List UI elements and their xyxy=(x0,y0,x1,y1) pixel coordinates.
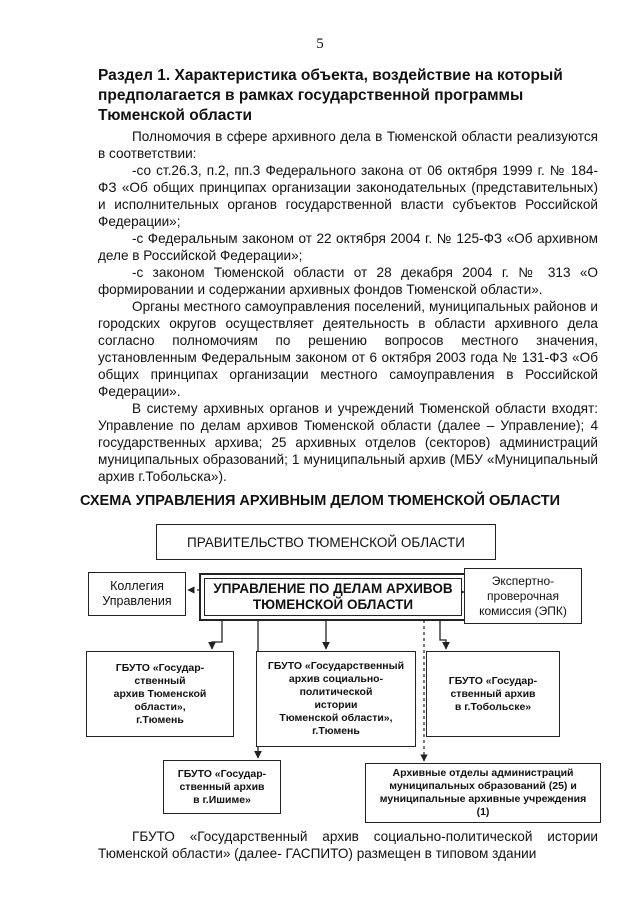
page-number: 5 xyxy=(316,36,324,52)
paragraph: -с Федеральным законом от 22 октября 2004 г. № 125-ФЗ «Об архивном деле в Российской Федерации»; xyxy=(98,231,598,263)
board-line: Управления xyxy=(102,594,172,608)
archive-ishim-box xyxy=(163,760,281,814)
archive-social-box xyxy=(256,651,416,747)
commission-line: Экспертно- xyxy=(491,573,555,588)
paragraph: -с законом Тюменской области от 28 декабря 2004 г. № 313 «О формировании и содержании архивных фондов Тюменской области». xyxy=(98,265,598,297)
paragraph: -со ст.26.3, п.2, пп.3 Федерального закона от 06 октября 1999 г. № 184-ФЗ «Об общих принципах организации законодательных (представительных) и исполнительных органов государственной власти субъектов Российской Федерации»; xyxy=(98,163,598,229)
scheme-title: СХЕМА УПРАВЛЕНИЯ АРХИВНЫМ ДЕЛОМ ТЮМЕНСКОЙ ОБЛАСТИ xyxy=(79,493,561,509)
archive-social-line: истории xyxy=(314,699,358,711)
archive-tobolsk-line: ГБУТО «Государ- xyxy=(448,674,538,687)
archive-tobolsk-box xyxy=(426,651,560,737)
paragraph: В систему архивных органов и учреждений Тюменской области входят: Управление по делам архивов Тюменской области (далее – Управление); 4 государственных архива; 25 архивных отделов (секторов) администраций муниципальных образований; 1 муниципальный архив (МБУ «Муниципальный архив г.Тобольска»). xyxy=(98,401,598,484)
archive-social-line: политической xyxy=(299,686,373,698)
archive-tyumen-box xyxy=(86,651,234,737)
archive-ishim-line: ственный архив xyxy=(179,780,265,793)
archive-tobolsk-line: ственный архив xyxy=(450,687,536,700)
archive-ishim-line: в г.Ишиме» xyxy=(193,793,251,806)
municipal-archives-box xyxy=(365,763,601,823)
paragraph: ГБУТО «Государственный архив социально-политической истории Тюменской области» (далее- ГАСПИТО) размещен в типовом здании xyxy=(98,829,598,861)
municipal-line: муниципальных образований (25) и xyxy=(389,780,577,792)
municipal-line: Архивные отделы администраций xyxy=(392,767,574,779)
archive-tyumen-line: ГБУТО «Государ- xyxy=(115,661,205,674)
municipal-line: муниципальные архивные учреждения xyxy=(379,793,587,805)
archive-tyumen-line: архив Тюменской xyxy=(113,687,207,700)
administration-box xyxy=(204,578,462,616)
section-title: Раздел 1. Характеристика объекта, воздействие на который предполагается в рамках государственной программы Тюменской области xyxy=(98,67,563,124)
archive-social-line: ГБУТО «Государственный xyxy=(267,660,405,672)
paragraph: Полномочия в сфере архивного дела в Тюменской области реализуются в соответствии: xyxy=(98,129,598,161)
board-box xyxy=(88,572,186,616)
commission-box xyxy=(464,568,582,624)
commission-line: проверочная xyxy=(487,588,559,603)
government-box xyxy=(156,524,496,560)
administration-line: ТЮМЕНСКОЙ ОБЛАСТИ xyxy=(252,597,414,612)
archive-tyumen-line: ственный xyxy=(134,674,186,687)
archive-social-line: Тюменской области», xyxy=(279,712,393,724)
municipal-line: (1) xyxy=(476,806,490,818)
archive-social-line: г.Тюмень xyxy=(312,725,360,737)
archive-social-line: архив социально- xyxy=(288,673,384,685)
archive-tyumen-line: области», xyxy=(134,700,186,713)
board-line: Коллегия xyxy=(110,579,164,593)
commission-line: комиссия (ЭПК) xyxy=(479,603,567,618)
bottom-text xyxy=(98,828,598,862)
paragraph: Органы местного самоуправления поселений, муниципальных районов и городских округов осуществляет деятельность в области архивного дела согласно полномочиям по решению вопросов местного значения, установленным Федеральным законом от 6 октября 2003 года № 131-ФЗ «Об общих принципах организации местного самоуправления в Российской Федерации». xyxy=(98,299,598,399)
government-label: ПРАВИТЕЛЬСТВО ТЮМЕНСКОЙ ОБЛАСТИ xyxy=(186,534,466,550)
administration-line: УПРАВЛЕНИЕ ПО ДЕЛАМ АРХИВОВ xyxy=(213,581,453,596)
link-archive-tobolsk xyxy=(440,620,446,649)
archive-tobolsk-line: в г.Тобольске» xyxy=(454,700,532,713)
link-archive-tyumen xyxy=(212,620,222,649)
archive-ishim-line: ГБУТО «Государ- xyxy=(177,767,267,780)
archive-tyumen-line: г.Тюмень xyxy=(136,713,184,726)
